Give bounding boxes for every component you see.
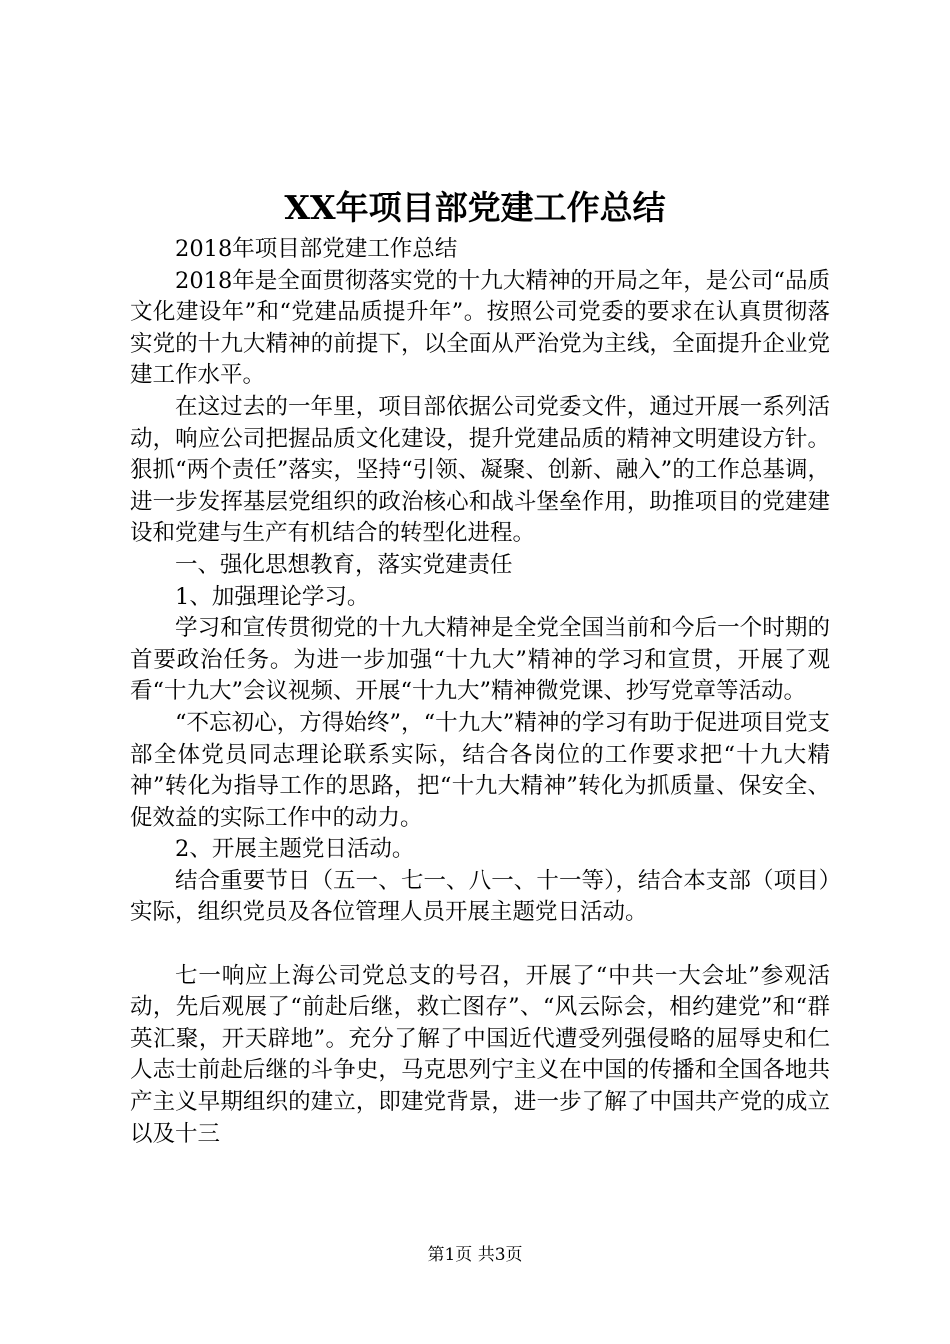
subsection-heading-2: 2、开展主题党日活动。 xyxy=(175,836,415,863)
paragraph-original-aspiration: “不忘初心，方得始终”，“十九大”精神的学习有助于促进项目党支部全体党员同志理论联系实际，结合各岗位的工作要求把“十九大精神”转化为指导工作的思路，把“十九大精神”转化为抓质量、保安全、促效益的实际工作中的动力。 xyxy=(130,709,830,831)
paragraph-july-first-visit: 七一响应上海公司党总支的号召，开展了“中共一大会址”参观活动，先后观展了“前赴后继，救亡图存”、“风云际会，相约建党”和“群英汇聚，开天辟地”。充分了解了中国近代遭受列强侵略的屈辱史和仁人志士前赴后继的斗争史，马克思列宁主义在中国的传播和全国各地共产主义早期组织的建立，即建党背景，进一步了解了中国共产党的成立以及十三 xyxy=(130,962,830,1147)
paragraph-intro: 2018年是全面贯彻落实党的十九大精神的开局之年，是公司“品质文化建设年”和“党建品质提升年”。按照公司党委的要求在认真贯彻落实党的十九大精神的前提下，以全面从严治党为主线，全面提升企业党建工作水平。 xyxy=(130,267,830,389)
paragraph-theory-study: 学习和宣传贯彻党的十九大精神是全党全国当前和今后一个时期的首要政治任务。为进一步加强“十九大”精神的学习和宣贯，开展了观看“十九大”会议视频、开展“十九大”精神微党课、抄写党章等活动。 xyxy=(130,615,830,705)
paragraph-subtitle: 2018年项目部党建工作总结 xyxy=(175,236,458,262)
page-footer: 第1页 共3页 xyxy=(427,1245,523,1265)
subsection-heading-1: 1、加强理论学习。 xyxy=(175,583,370,610)
blank-line xyxy=(130,929,830,961)
document-body xyxy=(130,234,830,1150)
paragraph-overview: 在这过去的一年里，项目部依据公司党委文件，通过开展一系列活动，响应公司把握品质文化建设，提升党建品质的精神文明建设方针。狠抓“两个责任”落实，坚持“引领、凝聚、创新、融入”的工作总基调，进一步发挥基层党组织的政治核心和战斗堡垒作用，助推项目的党建建设和党建与生产有机结合的转型化进程。 xyxy=(130,393,830,547)
section-heading-1: 一、强化思想教育，落实党建责任 xyxy=(175,551,513,578)
paragraph-party-day: 结合重要节日（五一、七一、八一、十一等），结合本支部（项目）实际，组织党员及各位管理人员开展主题党日活动。 xyxy=(130,867,830,926)
document-title: XX年项目部党建工作总结 xyxy=(284,188,666,227)
